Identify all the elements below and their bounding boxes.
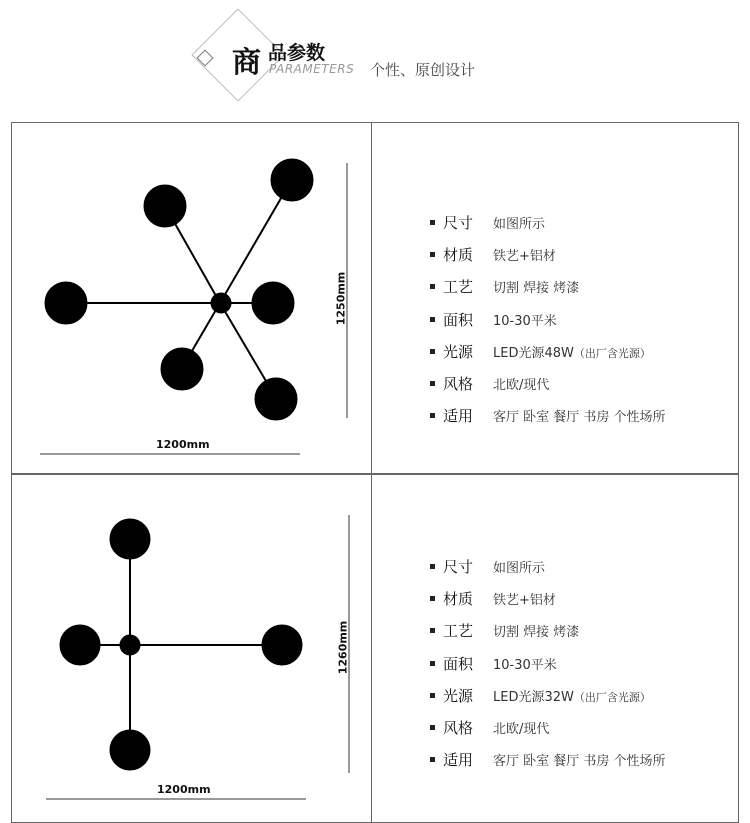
product-1-specs <box>430 206 666 432</box>
height-label: 1260mm <box>336 620 350 675</box>
title-subtitle: 个性、原创设计 <box>370 61 476 79</box>
spec-label: 尺寸 <box>443 213 474 232</box>
bullet-icon <box>430 564 435 569</box>
spec-value-note: （出厂含光源） <box>573 690 651 704</box>
bullet-icon <box>430 725 435 730</box>
bullet-icon <box>430 381 435 386</box>
section-header <box>0 0 750 115</box>
bullet-icon <box>430 757 435 762</box>
title-english: PARAMETERS <box>269 62 355 76</box>
bullet-icon <box>430 413 435 418</box>
spec-value-main: LED光源32W <box>493 689 574 705</box>
lamp-globe <box>262 625 302 665</box>
spec-row <box>430 711 666 743</box>
spec-label: 尺寸 <box>443 557 474 576</box>
bullet-icon <box>430 220 435 225</box>
width-label: 1200mm <box>157 783 211 796</box>
spec-label: 风格 <box>443 375 474 394</box>
spec-row <box>430 271 666 303</box>
product-2-diagram <box>12 475 370 822</box>
bullet-icon <box>430 661 435 666</box>
product-2-lamp <box>60 519 302 770</box>
spec-row <box>430 335 666 367</box>
spec-value-main: LED光源48W <box>493 345 574 361</box>
spec-value: 10-30平米 <box>493 313 557 329</box>
spec-value: 客厅 卧室 餐厅 书房 个性场所 <box>493 754 666 770</box>
spec-value: 如图所示 <box>493 216 546 232</box>
spec-row <box>430 550 666 582</box>
spec-value: 铁艺+铝材 <box>493 248 556 264</box>
bullet-icon <box>430 284 435 289</box>
spec-row <box>430 400 666 432</box>
product-2-specs <box>430 550 666 776</box>
panel-1-divider <box>371 122 372 474</box>
spec-value <box>493 342 651 361</box>
spec-label: 面积 <box>443 654 474 673</box>
spec-row <box>430 582 666 614</box>
lamp-globe <box>161 348 203 390</box>
spec-value: 北欧/现代 <box>493 378 550 394</box>
spec-label: 材质 <box>443 589 474 608</box>
lamp-globe <box>60 625 100 665</box>
spec-value: 10-30平米 <box>493 657 557 673</box>
bullet-icon <box>430 693 435 698</box>
spec-label: 适用 <box>443 407 474 426</box>
spec-label: 风格 <box>443 719 474 738</box>
spec-value <box>493 686 651 705</box>
spec-label: 光源 <box>443 342 474 361</box>
title-rest: 品参数 <box>268 42 326 64</box>
spec-value-note: （出厂含光源） <box>573 346 651 360</box>
height-label: 1250mm <box>334 271 348 326</box>
lamp-globe <box>271 159 313 201</box>
spec-label: 工艺 <box>443 278 474 297</box>
spec-label: 适用 <box>443 751 474 770</box>
spec-row <box>430 647 666 679</box>
spec-label: 光源 <box>443 686 474 705</box>
spec-value: 北欧/现代 <box>493 722 550 738</box>
product-1-lamp <box>45 159 313 420</box>
bullet-icon <box>430 349 435 354</box>
spec-value: 切割 焊接 烤漆 <box>493 625 580 641</box>
lamp-hub <box>211 293 231 313</box>
spec-row <box>430 238 666 270</box>
spec-label: 工艺 <box>443 622 474 641</box>
spec-row <box>430 679 666 711</box>
width-label: 1200mm <box>156 438 210 451</box>
title-main-char: 商 <box>232 45 263 79</box>
bullet-icon <box>430 628 435 633</box>
spec-row <box>430 206 666 238</box>
bullet-icon <box>430 252 435 257</box>
spec-row <box>430 744 666 776</box>
product-1-diagram <box>12 123 370 473</box>
spec-value: 切割 焊接 烤漆 <box>493 281 580 297</box>
spec-row <box>430 615 666 647</box>
spec-row <box>430 367 666 399</box>
spec-value: 如图所示 <box>493 560 546 576</box>
lamp-globe <box>255 378 297 420</box>
lamp-globe <box>144 185 186 227</box>
spec-value: 铁艺+铝材 <box>493 592 556 608</box>
lamp-hub <box>120 635 140 655</box>
lamp-globe <box>110 730 150 770</box>
spec-row <box>430 303 666 335</box>
spec-value: 客厅 卧室 餐厅 书房 个性场所 <box>493 410 666 426</box>
panel-2-divider <box>371 474 372 823</box>
lamp-globe <box>110 519 150 559</box>
spec-label: 材质 <box>443 245 474 264</box>
lamp-globe <box>45 282 87 324</box>
bullet-icon <box>430 317 435 322</box>
spec-label: 面积 <box>443 310 474 329</box>
lamp-globe <box>252 282 294 324</box>
bullet-icon <box>430 596 435 601</box>
